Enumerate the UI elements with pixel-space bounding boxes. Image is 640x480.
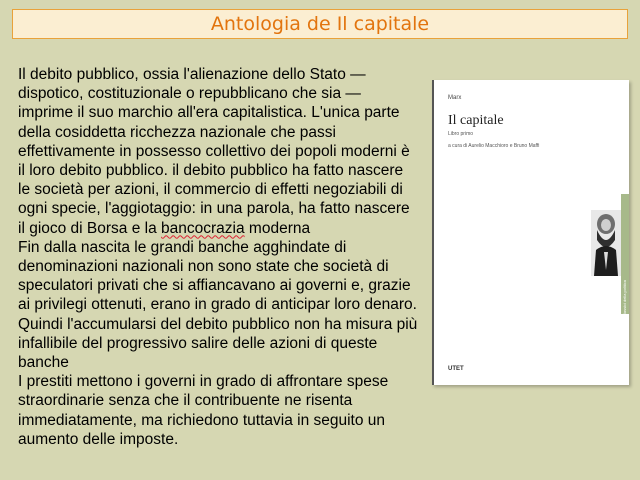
marx-portrait-image [591, 210, 621, 276]
paragraph-1-text: Il debito pubblico, ossia l'alienazione dello Stato — dispotico, costituzionale o repubblicano che sia — imprime il suo marchio all'era capitalistica. L'unica parte della cosiddetta ricchezza nazionale che passi effettivamente in possesso collettivo dei popoli moderni è il loro debito pubblico. il debito pubblico ha fatto nascere le società per azioni, il commercio di effetti negoziabili di ogni specie, l'aggiotaggio: in una parola, ha fatto nascere il gioco di Borsa e la [18, 66, 410, 237]
page-title: Antologia de Il capitale [210, 13, 430, 35]
misspelled-word[interactable]: bancocrazia [161, 219, 245, 237]
title-bar [12, 9, 628, 39]
book-editors: a cura di Aurelio Macchioro e Bruno Maffi [448, 143, 540, 149]
text-content [18, 65, 418, 449]
book-title: Il capitale [448, 113, 504, 128]
book-cover-image [432, 80, 629, 385]
paragraph-3: I prestiti mettono i governi in grado di affrontare spese straordinarie senza che il contribuente ne risenta immediatamente, ma richiedono tuttavia in seguito un aumento delle imposte. [18, 373, 389, 448]
series-label: Classici della politica [622, 280, 627, 317]
paragraph-2: Fin dalla nascita le grandi banche agghindate di denominazioni nazionali non sono state che società di speculatori privati che si affiancavano ai governi e, grazie ai privilegi ottenuti, erano in grado di anticipar loro denaro. Quindi l'accumularsi del debito pubblico non ha misura più infallibile del progressivo salire delle azioni di queste banche [18, 238, 418, 372]
paragraph-1 [18, 65, 418, 238]
book-subtitle: Libro primo [448, 131, 474, 137]
publisher-logo: UTET [448, 366, 464, 372]
paragraph-1-end: moderna [244, 219, 311, 237]
book-author: Marx [448, 95, 462, 101]
